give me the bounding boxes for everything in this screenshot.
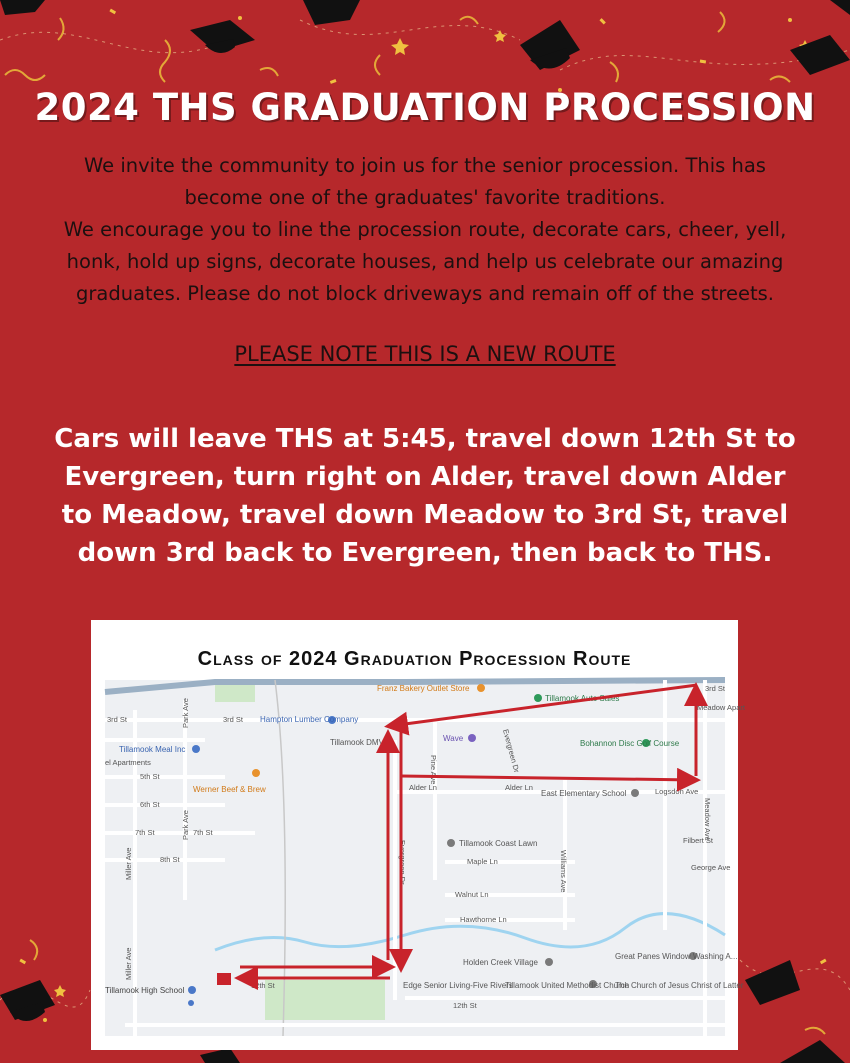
street-label: Meadow Ave bbox=[703, 798, 712, 841]
street-label: Alder Ln bbox=[409, 783, 437, 792]
poi-pin-icon bbox=[534, 694, 542, 702]
street-label: Walnut Ln bbox=[455, 890, 489, 899]
map-title: Class of 2024 Graduation Procession Route bbox=[197, 648, 632, 670]
street-label: 3rd St bbox=[107, 715, 128, 724]
route-arrow bbox=[401, 776, 695, 780]
poi-label: Wave bbox=[443, 734, 464, 743]
poi-pin-icon bbox=[545, 958, 553, 966]
intro-line: honk, hold up signs, decorate houses, and help us celebrate our amazing bbox=[66, 250, 784, 273]
street-label: 6th St bbox=[140, 800, 160, 809]
street-label: Park Ave bbox=[181, 698, 190, 728]
poi-label: Hampton Lumber Company bbox=[260, 715, 359, 724]
street-labels bbox=[107, 684, 730, 1010]
poi-label: Tillamook United Methodist Church bbox=[505, 981, 630, 990]
street-label: Williams Ave bbox=[559, 850, 568, 893]
street-label: Miller Ave bbox=[124, 847, 133, 880]
street-label: Hawthorne Ln bbox=[460, 915, 507, 924]
poi-pin-icon bbox=[188, 986, 196, 994]
poi-pin-icon bbox=[252, 769, 260, 777]
street-label: Maple Ln bbox=[467, 857, 498, 866]
route-line: Cars will leave THS at 5:45, travel down 12th St to bbox=[54, 424, 796, 454]
intro-paragraph bbox=[30, 150, 820, 310]
street-label: 3rd St bbox=[223, 715, 244, 724]
poi-pin-icon bbox=[468, 734, 476, 742]
poi-label: Meadow Apart bbox=[697, 703, 745, 712]
poi-label: East Elementary School bbox=[541, 789, 627, 798]
poi-label: Edge Senior Living-Five Rivers bbox=[403, 981, 513, 990]
map-svg bbox=[105, 680, 745, 1036]
poi-pin-icon bbox=[631, 789, 639, 797]
poi-label: Tillamook DMV bbox=[330, 738, 384, 747]
street-label: 12th St bbox=[453, 1001, 477, 1010]
route-line: down 3rd back to Evergreen, then back to THS. bbox=[77, 538, 773, 568]
street-label: Pine Ave bbox=[429, 755, 438, 785]
poi-label: Bohannon Disc Golf Course bbox=[580, 739, 680, 748]
street-label: 7th St bbox=[193, 828, 213, 837]
poi-pin-icon bbox=[192, 745, 200, 753]
poi-label: Tillamook Auto Sales bbox=[545, 694, 620, 703]
poi-pin-icon bbox=[477, 684, 485, 692]
street-label: Evergreen Dr bbox=[501, 728, 522, 774]
intro-line: We encourage you to line the procession route, decorate cars, cheer, yell, bbox=[63, 218, 787, 241]
new-route-note-text: PLEASE NOTE THIS IS A NEW ROUTE bbox=[234, 342, 616, 366]
points-of-interest bbox=[105, 684, 746, 1006]
street-label: George Ave bbox=[691, 863, 731, 872]
street-label: 8th St bbox=[160, 855, 180, 864]
street-label: Filbert St bbox=[683, 836, 714, 845]
poi-label: The Church of Jesus Christ of Latter bbox=[615, 981, 744, 990]
street-label: Alder Ln bbox=[505, 783, 533, 792]
route-line: to Meadow, travel down Meadow to 3rd St, travel bbox=[61, 500, 789, 530]
street-label: 7th St bbox=[135, 828, 155, 837]
start-marker bbox=[217, 973, 231, 985]
location-dot-icon bbox=[188, 1000, 194, 1006]
street-label: Evergreen Dr bbox=[398, 840, 407, 885]
intro-line: We invite the community to join us for the senior procession. This has bbox=[84, 154, 766, 177]
route-line: Evergreen, turn right on Alder, travel down Alder bbox=[64, 462, 786, 492]
intro-line: graduates. Please do not block driveways and remain off of the streets. bbox=[76, 282, 774, 305]
street-label: Miller Ave bbox=[124, 947, 133, 980]
poi-pin-icon bbox=[447, 839, 455, 847]
street-label: Logsdon Ave bbox=[655, 787, 699, 796]
route-map[interactable] bbox=[105, 680, 745, 1036]
poi-label: Tillamook Coast Lawn bbox=[459, 839, 538, 848]
intro-line: become one of the graduates' favorite traditions. bbox=[184, 186, 666, 209]
poi-label: Werner Beef & Brew bbox=[193, 785, 266, 794]
poi-label: Holden Creek Village bbox=[463, 958, 539, 967]
street-label: 5th St bbox=[140, 772, 160, 781]
street-label: 3rd St bbox=[705, 684, 726, 693]
poi-label: Tillamook High School bbox=[105, 986, 185, 995]
poi-label: Great Panes Window Washing A... bbox=[615, 952, 738, 961]
street-label: 12th St bbox=[251, 981, 275, 990]
route-map-card bbox=[91, 620, 745, 1050]
poi-label: Franz Bakery Outlet Store bbox=[377, 684, 470, 693]
route-description bbox=[0, 420, 850, 572]
poi-label: Tillamook Meal Inc bbox=[119, 745, 186, 754]
street-label: Park Ave bbox=[181, 810, 190, 840]
poi-label: el Apartments bbox=[105, 758, 151, 767]
route-arrows bbox=[240, 685, 697, 978]
poster-title: 2024 THS GRADUATION PROCESSION bbox=[34, 86, 816, 129]
new-route-note bbox=[0, 342, 850, 366]
